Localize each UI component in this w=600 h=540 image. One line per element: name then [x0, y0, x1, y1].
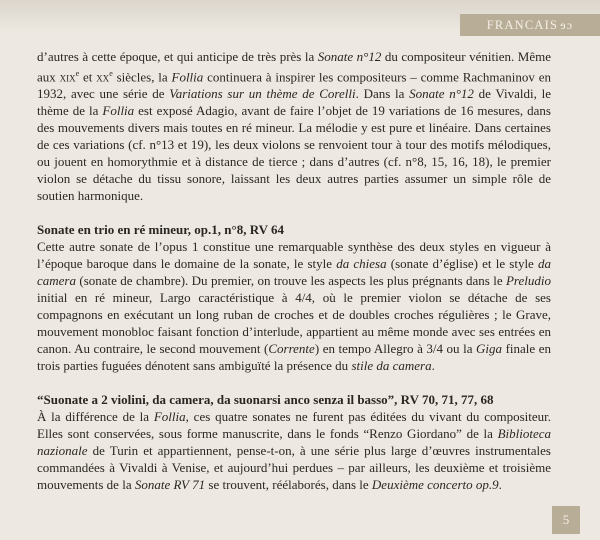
language-label: FRANCAIS: [486, 17, 559, 32]
page-body: [37, 48, 551, 493]
section-heading-rv64: Sonate en trio en ré mineur, op.1, n°8, RV 64: [37, 222, 285, 238]
flourish-ornament-icon: ɘɔ: [560, 17, 574, 32]
intro-paragraph: d’autres à cette époque, et qui anticipe de très près la Sonate n°12 du compositeur vénitien. Même aux xix$^e$ et $xx^e$ siècles, la Follia continuera à inspirer les compositeurs – comme Rachmaninov en 1932, avec une série de Variations sur un thème de Corelli. Dans la Sonate n°12 de Vivaldi, le thème de la Follia est exposé Adagio, avant de faire l’objet de 19 variations de 16 mesures, dans des mouvements divers mais toutes en ré mineur. La mélodie y est pure et linéaire. Dans certaines de ces variations (cf. n°13 et 19), les deux violons se renvoient tour à tour des motifs mélodiques, ou jouent en homorythmie et à distance de tierce ; dans d’autres (cf. n°8, 15, 16, 18), le premier violon se détache du tissu sonore, laissant les deux autres parties assumer un simple rôle de soutien harmonique.: [37, 49, 551, 204]
page-number: 5: [552, 506, 580, 534]
language-tab: [460, 14, 600, 36]
section-heading-suonate: “Suonate a 2 violini, da camera, da suonarsi anco senza il basso”, RV 70, 71, 77, 68: [37, 392, 494, 408]
section-paragraph-rv64: Cette autre sonate de l’opus 1 constitue une remarquable synthèse des deux styles en vigueur à l’époque baroque dans le domaine de la sonate, le style da chiesa (sonate d’église) et le style da camera (sonate de chambre). Du premier, on trouve les aspects les plus prégnants dans le Preludio initial en ré mineur, Largo caractéristique à 4/4, où le premier violon se détache de ses compagnons en exécutant un long ruban de croches et de doubles croches régulières ; le Grave, mouvement monobloc faisant fonction d’interlude, appartient au même monde avec ses entrées en canon. Au contraire, le second mouvement (Corrente) en tempo Allegro à 3/4 ou la Giga finale en trois parties fuguées dénotent sans ambiguïté la présence du stile da camera.: [37, 239, 552, 374]
section-paragraph-suonate: À la différence de la Follia, ces quatre sonates ne furent pas éditées du vivant du compositeur. Elles sont conservées, sous forme manuscrite, dans le fonds “Renzo Giordano” de la Biblioteca nazionale de Turin et appartiennent, pense-t-on, à une série plus large d’œuvres instrumentales commandées à Vivaldi à Venise, et aujourd’hui perdues – par ailleurs, les deuxième et troisième mouvements de la Sonate RV 71 se trouvent, réélaborés, dans le Deuxième concerto op.9.: [37, 409, 551, 493]
